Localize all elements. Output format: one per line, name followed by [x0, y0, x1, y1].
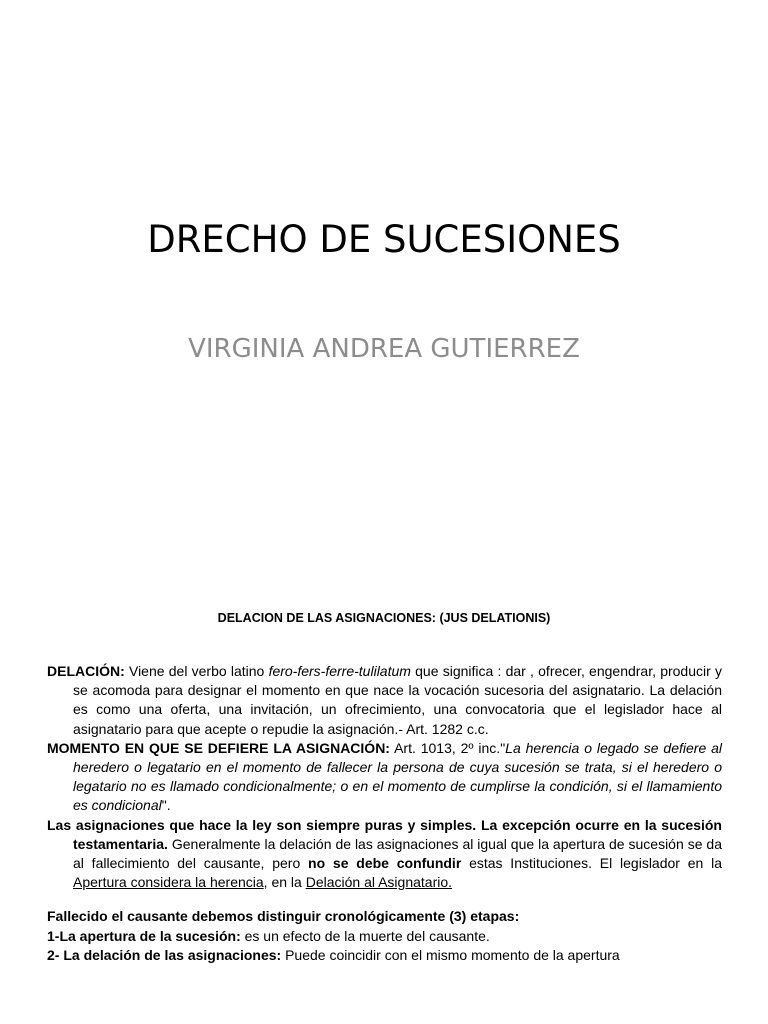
- document-body: [47, 662, 722, 965]
- underlined-apertura: Apertura considera la herencia: [73, 874, 264, 891]
- text: Viene del verbo latino: [124, 663, 269, 679]
- lead-asignaciones: Las asignaciones que hace la ley son siempre puras y simples. La excepción ocurre en la sucesión testamentaria.: [47, 816, 722, 852]
- paragraph-delacion: [47, 662, 722, 739]
- text: Art. 1013, 2º inc.": [389, 739, 506, 756]
- slide-title: DRECHO DE SUCESIONES: [147, 218, 621, 261]
- text: Generalmente la delación de las asignaciones al igual que la apertura de sucesión se da al fallecimiento del causante, pero: [73, 835, 722, 872]
- term-delacion: DELACIÓN:: [47, 663, 125, 679]
- step-1-label: 1-La apertura de la sucesión:: [47, 927, 241, 944]
- bold-no-confundir: no se debe confundir: [308, 855, 462, 872]
- steps-intro-text: Fallecido el causante debemos distinguir cronológicamente (3) etapas:: [47, 908, 520, 925]
- paragraph-momento: [47, 739, 722, 816]
- spacer: [47, 892, 722, 907]
- step-2: [47, 946, 722, 965]
- text: , en la: [263, 874, 306, 891]
- underlined-delacion: Delación al Asignatario.: [305, 874, 453, 891]
- text: que significa : dar , ofrecer, engendrar, producir y se acomoda para designar el momento en que nace la vocación sucesoria del asignatario. La delación es como una oferta, una invitación, un ofrecimiento, una convocatoria que el legislador hace al asignatario para que acepte o repudie la asignación.- Art. 1282 c.c.: [73, 663, 722, 737]
- step-1-text: es un efecto de la muerte del causante.: [240, 927, 490, 944]
- text: estas Instituciones. El legislador en la: [461, 855, 722, 872]
- latin-verb: fero-fers-ferre-tulilatum: [268, 663, 411, 679]
- paragraph-asignaciones: [47, 816, 722, 893]
- text: ".: [161, 797, 171, 814]
- step-2-label: 2- La delación de las asignaciones:: [47, 946, 282, 963]
- term-momento: MOMENTO EN QUE SE DEFIERE LA ASIGNACIÓN:: [47, 739, 390, 756]
- slide-subtitle: VIRGINIA ANDREA GUTIERREZ: [188, 334, 580, 364]
- steps-intro: [47, 907, 722, 926]
- section-heading: DELACION DE LAS ASIGNACIONES: (JUS DELATIONIS): [217, 611, 551, 625]
- quoted-article: La herencia o legado se defiere al heredero o legatario en el momento de fallecer la persona de cuya sucesión se trata, si el heredero o legatario no es llamado condicionalmente; o en el momento de cumplirse la condición, si el llamamiento es condicional: [73, 739, 723, 814]
- step-1: [47, 927, 722, 946]
- step-2-text: Puede coincidir con el mismo momento de la apertura: [281, 946, 620, 963]
